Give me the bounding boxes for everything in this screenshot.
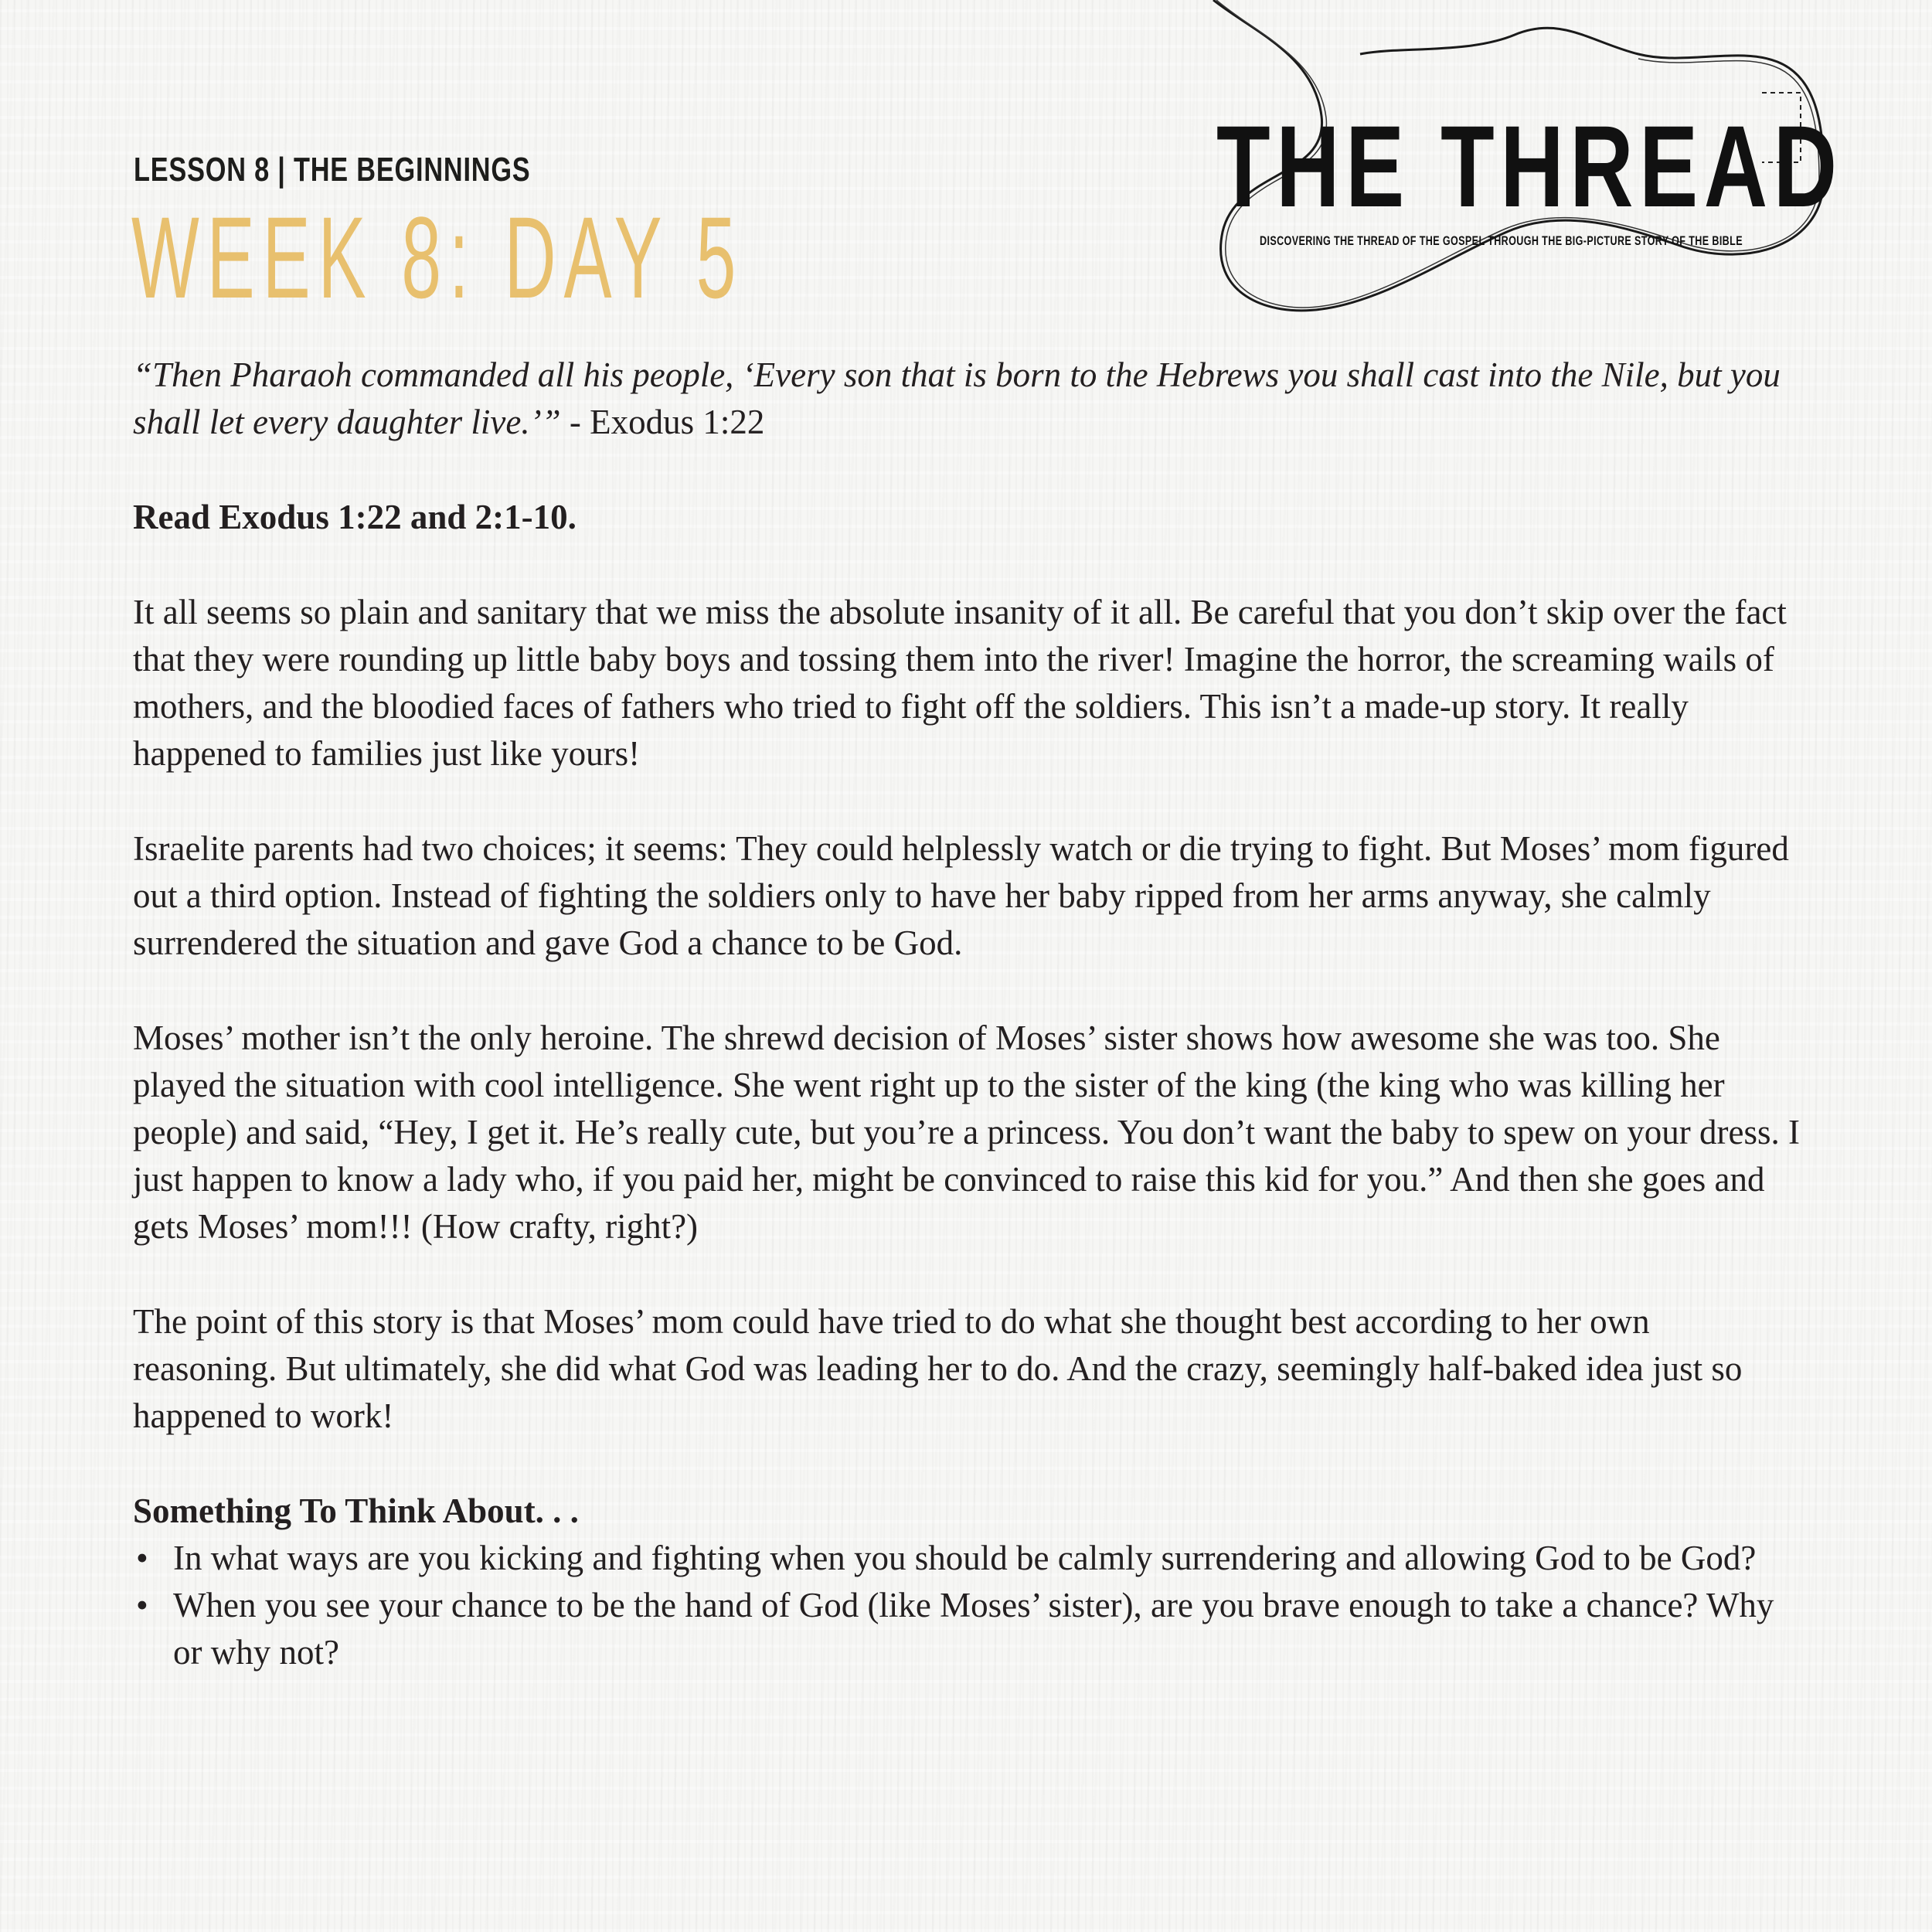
bullet-icon: • [136,1539,148,1577]
lesson-content [133,352,1802,1676]
paragraph-3: Moses’ mother isn’t the only heroine. The shrewd decision of Moses’ sister shows how awesome she was too. She played the situation with cool intelligence. She went right up to the sister of the king (the king who was killing her people) and said, “Hey, I get it. He’s really cute, but you’re a princess. You don’t want the baby to spew on your dress. I just happen to know a lady who, if you paid her, might be convinced to raise this kid for you.” And then she goes and gets Moses’ mom!!! (How crafty, right?) [133,1019,1800,1246]
the-thread-logo [1206,0,1843,325]
bullet-icon: • [136,1586,148,1624]
scripture-quote: “Then Pharaoh commanded all his people, ‘Every son that is born to the Hebrews you shall cast into the Nile, but you shall let every daughter live.’” [133,355,1781,441]
list-item-text: When you see your chance to be the hand of God (like Moses’ sister), are you brave enough to take a chance? Why or why not? [173,1586,1774,1672]
paragraph-4: The point of this story is that Moses’ mom could have tried to do what she thought best according to her own reasoning. But ultimately, she did what God was leading her to do. And the crazy, seemingly half-baked idea just so happened to work! [133,1302,1743,1435]
scripture-reference: - Exodus 1:22 [560,403,765,441]
paragraph-2: Israelite parents had two choices; it seems: They could helplessly watch or die trying to fight. But Moses’ mom figured out a third option. Instead of fighting the soldiers only to have her baby ripped from her arms anyway, she calmly surrendered the situation and gave God a chance to be God. [133,829,1789,962]
list-item-text: In what ways are you kicking and fighting when you should be calmly surrendering and allowing God to be God? [173,1539,1757,1577]
logo-subtitle: DISCOVERING THE THREAD OF THE GOSPEL THROUGH THE BIG-PICTURE STORY OF THE BIBLE [1260,233,1743,248]
page-title: WEEK 8: DAY 5 [131,192,744,322]
list-item [133,1535,1802,1582]
lesson-label: LESSON 8 | THE BEGINNINGS [134,151,531,189]
list-item [133,1582,1802,1676]
think-list [133,1535,1802,1676]
reading-assignment: Read Exodus 1:22 and 2:1-10. [133,498,577,536]
scripture-block [133,352,1802,446]
think-heading: Something To Think About. . . [133,1492,579,1530]
paragraph-1: It all seems so plain and sanitary that we miss the absolute insanity of it all. Be careful that you don’t skip over the fact that they were rounding up little baby boys and tossing them into the river! Imagine the horror, the screaming wails of mothers, and the bloodied faces of fathers who tried to fight off the soldiers. This isn’t a made-up story. It really happened to families just like yours! [133,593,1787,773]
logo-title: THE THREAD [1216,101,1843,231]
